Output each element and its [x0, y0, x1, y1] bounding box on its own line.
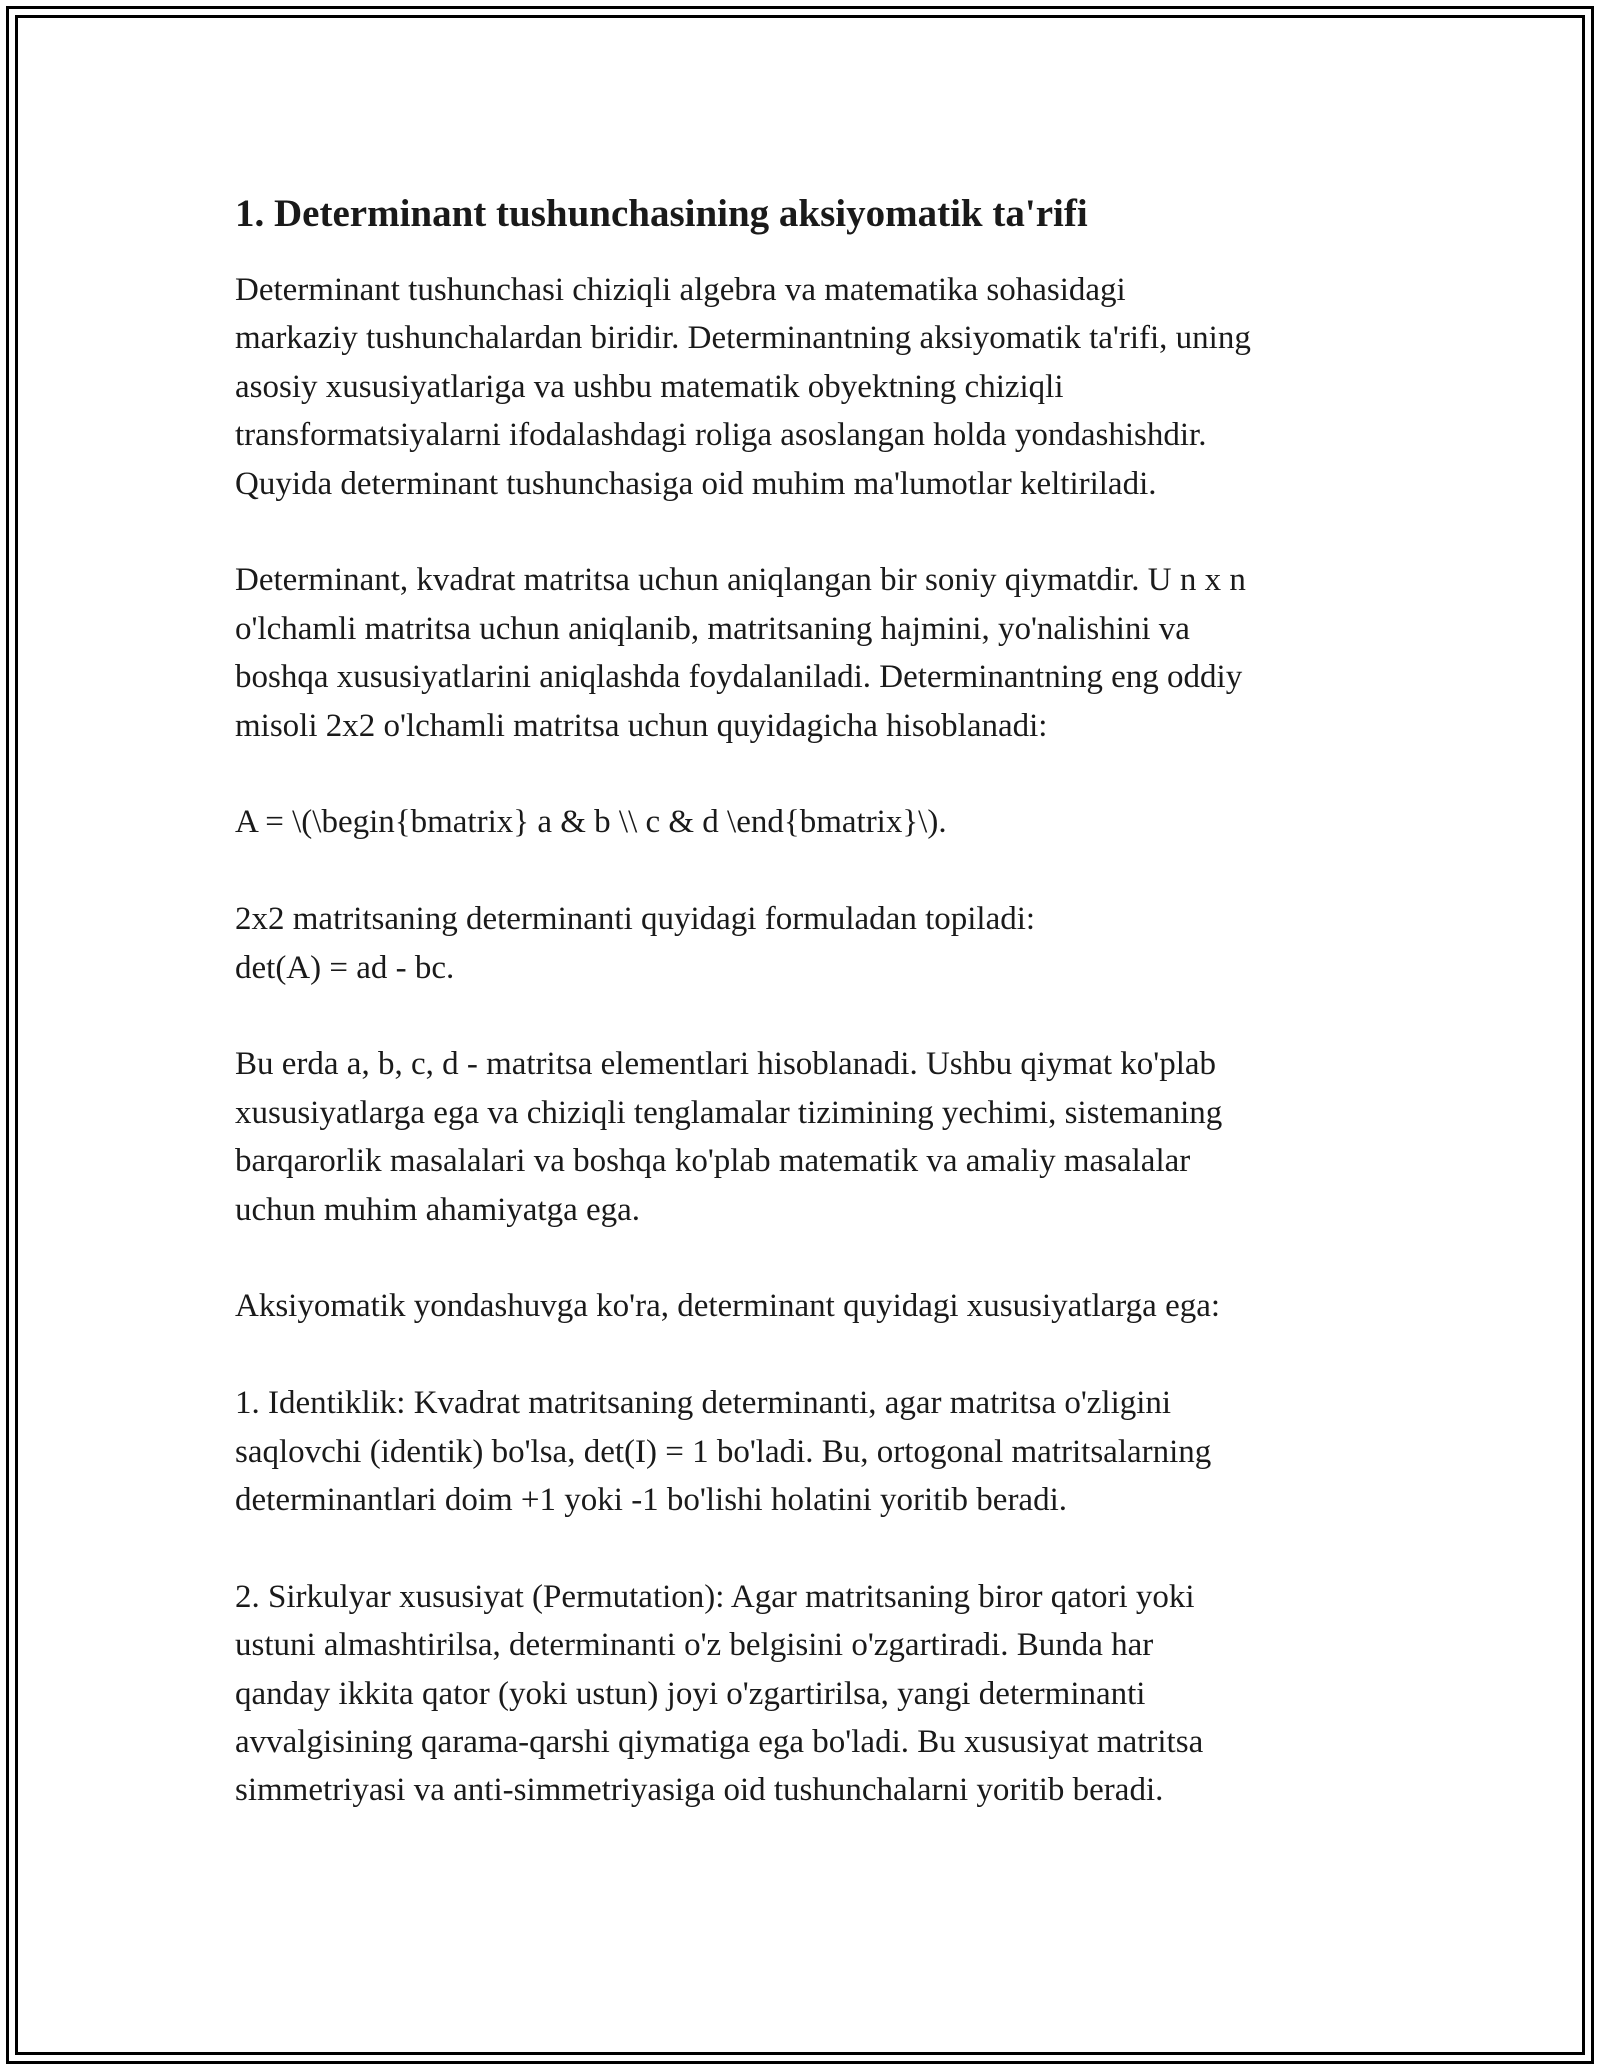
- paragraph-gap: [235, 847, 1385, 895]
- paragraph-gap: [235, 508, 1385, 556]
- paragraph-axioms-intro: Aksiyomatik yondashuvga ko'ra, determinant quyidagi xususiyatlarga ega:: [235, 1288, 1221, 1325]
- determinant-formula: 2x2 matritsaning determinanti quyidagi formuladan topiladi: det(A) = ad - bc.: [235, 901, 1036, 986]
- paragraph-gap: [235, 750, 1385, 798]
- paragraph-intro: Determinant tushunchasi chiziqli algebra va matematika sohasidagi markaziy tushunchalardan biridir. Determinantning aksiyomatik ta'rifi, uning asosiy xususiyatlariga va ushbu matematik obyektning chiziqli transformatsiyalarni ifodalashdagi roliga asoslangan holda yondashishdir. Quyida determinant tushunchasiga oid muhim ma'lumotlar keltiriladi.: [235, 272, 1251, 502]
- paragraph-gap: [235, 992, 1385, 1040]
- list-item-identity: 1. Identiklik: Kvadrat matritsaning determinanti, agar matritsa o'zligini saqlovchi (identik) bo'lsa, det(I) = 1 bo'ladi. Bu, ortogonal matritsalarning determinantlari doim +1 yoki -1 bo'lishi holatini yoritib beradi.: [235, 1385, 1212, 1519]
- matrix-formula: A = \(\begin{bmatrix} a & b \\ c & d \end{bmatrix}\).: [235, 804, 947, 841]
- paragraph-gap: [235, 1331, 1385, 1379]
- section-heading: 1. Determinant tushunchasining aksiyomatik ta'rifi: [235, 192, 1088, 235]
- document-body: [235, 186, 1385, 1815]
- paragraph-gap: [235, 1234, 1385, 1282]
- paragraph-definition: Determinant, kvadrat matritsa uchun aniqlangan bir soniy qiymatdir. U n x n o'lchamli matritsa uchun aniqlanib, matritsaning hajmini, yo'nalishini va boshqa xususiyatlarini aniqlashda foydalaniladi. Determinantning eng oddiy misoli 2x2 o'lchamli matritsa uchun quyidagicha hisoblanadi:: [235, 562, 1246, 744]
- paragraph-gap: [235, 1524, 1385, 1572]
- list-item-permutation: 2. Sirkulyar xususiyat (Permutation): Agar matritsaning biror qatori yoki ustuni almashtirilsa, determinanti o'z belgisini o'zgartiradi. Bunda har qanday ikkita qator (yoki ustun) joyi o'zgartirilsa, yangi determinanti avvalgisining qarama-qarshi qiymatiga ega bo'ladi. Bu xususiyat matritsa simmetriyasi va anti-simmetriyasiga oid tushunchalarni yoritib beradi.: [235, 1578, 1204, 1809]
- paragraph-elements: Bu erda a, b, c, d - matritsa elementlari hisoblanadi. Ushbu qiymat ko'plab xususiyatlarga ega va chiziqli tenglamalar tizimining yechimi, sistemaning barqarorlik masalalari va boshqa ko'plab matematik va amaliy masalalar uchun muhim ahamiyatga ega.: [235, 1046, 1223, 1228]
